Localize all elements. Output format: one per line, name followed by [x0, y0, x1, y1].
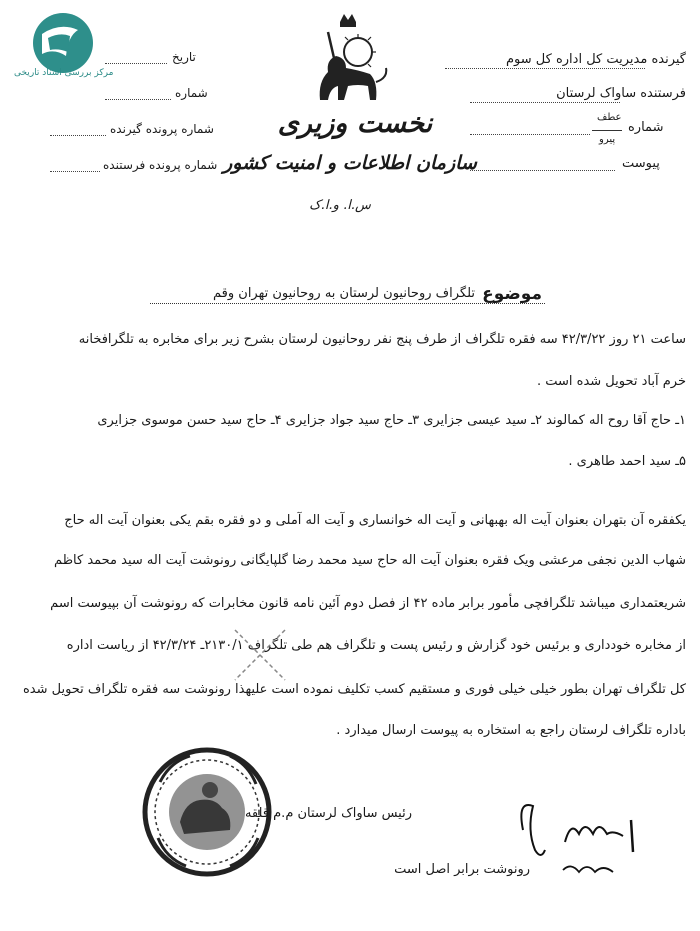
lion-and-sun-emblem-icon [298, 12, 398, 112]
number-ref-bottom: پیرو [599, 134, 616, 145]
number-field-left [105, 99, 171, 100]
number-ref-top: عطف [597, 112, 622, 123]
date-label: تاریخ [172, 50, 196, 64]
recipient-underline [445, 68, 645, 69]
body-line-2: خرم آباد تحویل شده است . [536, 374, 686, 389]
number-ref-divider [592, 130, 622, 131]
body-line-1: ساعت ۲۱ روز ۴۲/۳/۲۲ سه فقره تلگراف از طرف پنج نفر روحانیون لرستان بشرح زیر برای مخابره به تلگرافخانه [78, 332, 686, 347]
sender-file-field [50, 171, 100, 172]
number-underline [470, 134, 590, 135]
recipient-file-field [50, 135, 106, 136]
subject-underline [150, 303, 545, 304]
subject-label: موضوع [482, 284, 542, 304]
number-label-left: شماره [175, 86, 208, 100]
watermark-text: مرکز بررسی اسناد تاریخی [14, 68, 114, 78]
body-line-5: یکفقره آن بتهران بعنوان آیت اله بهبهانی و آیت اله خوانساری و آیت اله آملی و دو فقره بقم یکی بعنوان آیت اله حاج [64, 513, 686, 528]
body-line-3: ۱ـ حاج آقا روح اله کمالوند ۲ـ سید عیسی جزایری ۳ـ حاج سید جواد جزایری ۴ـ حاج سید حسن موسوی جزایری [97, 413, 686, 428]
office-code: س.ا. و.ا.ک [309, 198, 371, 213]
attachment-label: پیوست [622, 156, 660, 171]
body-line-6: شهاب الدین نجفی مرعشی ویک فقره بعنوان آیت اله حاج سید محمد رضا گلپایگانی رونوشت آیت اله سید محمد کاظم [54, 553, 686, 568]
body-line-10: باداره تلگراف لرستان راجع به استخاره به پیوست ارسال میدارد . [336, 723, 686, 738]
office-title: نخست وزیری [277, 108, 433, 139]
subject-text: تلگراف روحانیون لرستان به روحانیون تهران وقم [213, 286, 475, 301]
sender-underline [470, 102, 620, 103]
number-label-right: شماره [628, 120, 664, 135]
handwritten-signature-icon [505, 790, 665, 900]
signatory-title: رئیس ساواک لرستان م.م قلقه [244, 806, 412, 821]
copy-note: رونوشت برابر اصل است [394, 862, 530, 877]
body-line-9: کل تلگراف تهران بطور خیلی خیلی فوری و مستقیم کسب تکلیف نموده است علیهذا رونوشت سه فقره تلگراف تحویل شده [22, 682, 686, 697]
office-subtitle: سازمان اطلاعات و امنیت کشور [223, 152, 477, 174]
sender-file-label: شماره پرونده فرستنده [103, 158, 218, 172]
body-line-4: ۵ـ سید احمد طاهری . [568, 454, 686, 469]
attachment-underline [470, 170, 615, 171]
faint-stamp-mark-icon [225, 620, 295, 690]
date-field [105, 63, 167, 64]
body-line-7: شریعتمداری میباشد تلگرافچی مأمور برابر ماده ۴۲ از فصل دوم آئین نامه قانون مخابرات که رونوشت آن بپیوست اسم [50, 596, 686, 611]
body-line-8: از مخابره خودداری و برئیس خود گزارش و رئیس پست و تلگراف هم طی تلگراف ۲۱۳۰/۱ـ ۴۲/۳/۲۴ از ریاست اداره [66, 638, 686, 653]
recipient-line: گیرنده مدیریت کل اداره کل سوم [506, 52, 686, 67]
sender-line: فرستنده ساواک لرستان [556, 86, 686, 101]
recipient-file-label: شماره پرونده گیرنده [110, 122, 214, 136]
